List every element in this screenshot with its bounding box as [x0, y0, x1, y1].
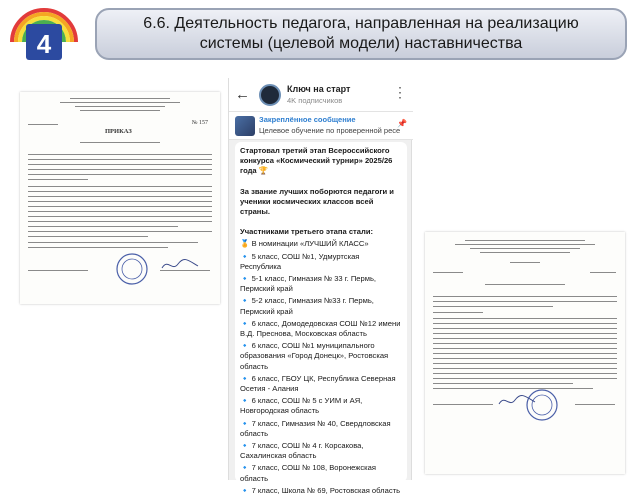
order-document-left [20, 92, 220, 304]
order-heading: ПРИКАЗ [105, 128, 132, 135]
channel-name[interactable]: Ключ на старт [287, 84, 351, 94]
channel-avatar[interactable] [259, 84, 281, 106]
school-logo-icon [4, 2, 84, 64]
list-item: 🔹 6 класс, СОШ № 5 с УИМ и АЯ, Новгородская область [240, 396, 363, 416]
list-item: 🔹 5 класс, СОШ №1, Удмуртская Республика [240, 251, 360, 271]
stamp-icon [115, 252, 149, 286]
signature-icon [497, 392, 537, 410]
channel-subscribers: 4K подписчиков [287, 96, 343, 105]
pinned-thumbnail [235, 116, 255, 136]
slide-title-line2: системы (целевой модели) наставничества [199, 35, 523, 52]
back-arrow-icon[interactable]: ← [235, 86, 250, 103]
channel-post [235, 142, 407, 495]
list-item: 🔹 6 класс, Домодедовская СОШ №12 имени В.Д. Преснова, Московская область [240, 318, 401, 339]
signature-icon [160, 256, 200, 274]
post-paragraph-2: За звание лучших поборются педагоги и ученики космических классов всей страны. [240, 186, 394, 217]
list-item: 🔹 7 класс, Школа № 69, Ростовская область [240, 485, 401, 495]
slide-title-line1: 6.6. Деятельность педагога, направленная на реализацию [143, 15, 579, 32]
telegram-channel-screenshot [228, 78, 412, 495]
more-menu-icon[interactable]: ⋮ [393, 84, 407, 100]
list-item: 🔹 7 класс, СОШ № 4 г. Корсакова, Сахалинская область [240, 441, 364, 461]
list-item: 🔹 5-2 класс, Гимназия №33 г. Пермь, Пермский край [240, 296, 374, 316]
list-item: 🔹 6 класс, СОШ №1 муниципального образования «Город Донецк», Ростовская область [240, 341, 389, 371]
post-paragraph-3: Участниками третьего этапа стали: [240, 227, 374, 237]
order-number: № 157 [191, 120, 208, 126]
pinned-title: Закреплённое сообщение [259, 115, 356, 124]
list-item: 🔹 6 класс, ГБОУ ЦК, Республика Северная Осетия - Алания [240, 373, 396, 394]
slide-title [95, 8, 627, 60]
list-item: 🔹 5-1 класс, Гимназия № 33 г. Пермь, Пермский край [240, 274, 377, 294]
pinned-text: Целевое обучение по проверенной ресе [259, 126, 401, 135]
post-paragraph-1: Стартовал третий этап Всероссийского конкурса «Космический турнир» 2025/26 года 🏆 [240, 146, 393, 176]
logo-number: 4 [36, 29, 52, 59]
pin-icon: 📌 [397, 119, 407, 128]
channel-header [229, 78, 413, 112]
pinned-message-bar[interactable] [229, 112, 413, 140]
post-paragraph-4: 🏅 В номинации «ЛУЧШИЙ КЛАСС» [240, 239, 369, 249]
list-item: 🔹 7 класс, СОШ № 108, Воронежская область [240, 463, 376, 483]
order-document-right [425, 232, 625, 474]
list-item: 🔹 7 класс, Гимназия № 40, Свердловская область [240, 418, 391, 438]
